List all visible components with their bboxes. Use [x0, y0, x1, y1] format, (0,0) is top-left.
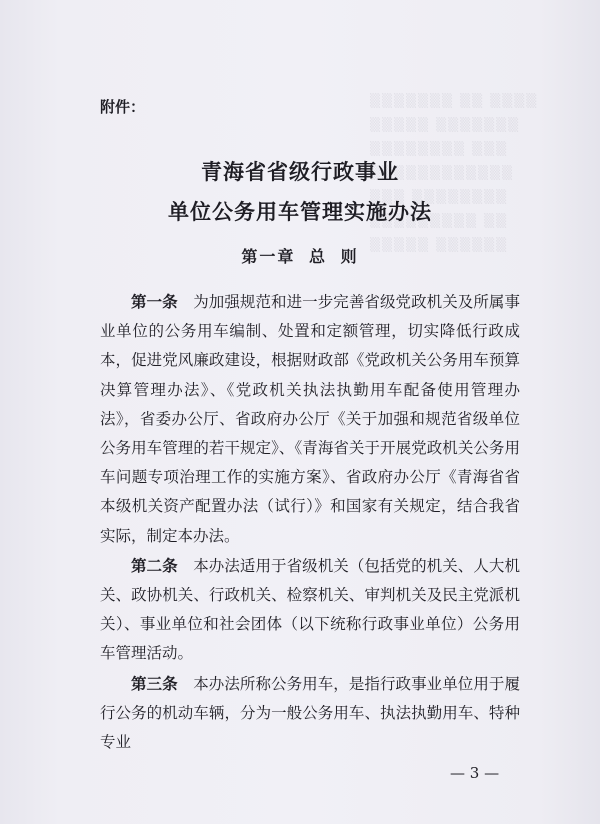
article-text: 本办法适用于省级机关（包括党的机关、人大机关、政协机关、行政机关、检察机关、审判机关及民主党派机关）、事业单位和社会团体（以下统称行政事业单位）公务用车管理活动。: [100, 556, 520, 663]
article-number: 第一条: [131, 292, 178, 311]
article-number: 第二条: [131, 555, 178, 575]
attachment-label: 附件：: [100, 98, 146, 116]
chapter-heading: 第一章 总 则: [241, 247, 359, 266]
document-title-line-2: 单位公务用车管理实施办法: [168, 199, 432, 224]
document-body: [100, 287, 520, 757]
article-number: 第三条: [131, 673, 178, 693]
article-3: [100, 669, 520, 758]
page-number: — 3 —: [450, 764, 500, 782]
article-text: 本办法所称公务用车，是指行政事业单位用于履行公务的机动车辆，分为一般公务用车、执法执勤用车、特种专业: [100, 674, 520, 752]
bleed-through-texture: ▒▒▒▒▒▒▒ ▒▒ ▒▒▒▒ ▒▒▒▒▒ ▒▒▒▒▒▒▒ ▒▒▒▒▒▒▒▒ ▒▒▒ ▒▒▒▒▒▒▒▒▒▒▒▒ ▒▒▒ ▒▒▒▒▒▒▒▒ ▒▒▒▒▒▒▒▒▒ ▒▒ ▒▒▒▒▒ ▒▒▒▒▒▒: [370, 94, 539, 253]
article-text: 为加强规范和进一步完善省级党政机关及所属事业单位的公务用车编制、处置和定额管理，切实降低行政成本，促进党风廉政建设，根据财政部《党政机关公务用车预算决算管理办法》、《党政机关执法执勤用车配备使用管理办法》，省委办公厅、省政府办公厅《关于加强和规范省级单位公务用车管理的若干规定》、《青海省关于开展党政机关公务用车问题专项治理工作的实施方案》、省政府办公厅《青海省省本级机关资产配置办法（试行）》和国家有关规定，结合我省实际，制定本办法。: [100, 293, 520, 545]
document-title-line-1: 青海省省级行政事业: [201, 159, 399, 184]
article-2: [100, 551, 520, 669]
article-1: [100, 287, 520, 551]
